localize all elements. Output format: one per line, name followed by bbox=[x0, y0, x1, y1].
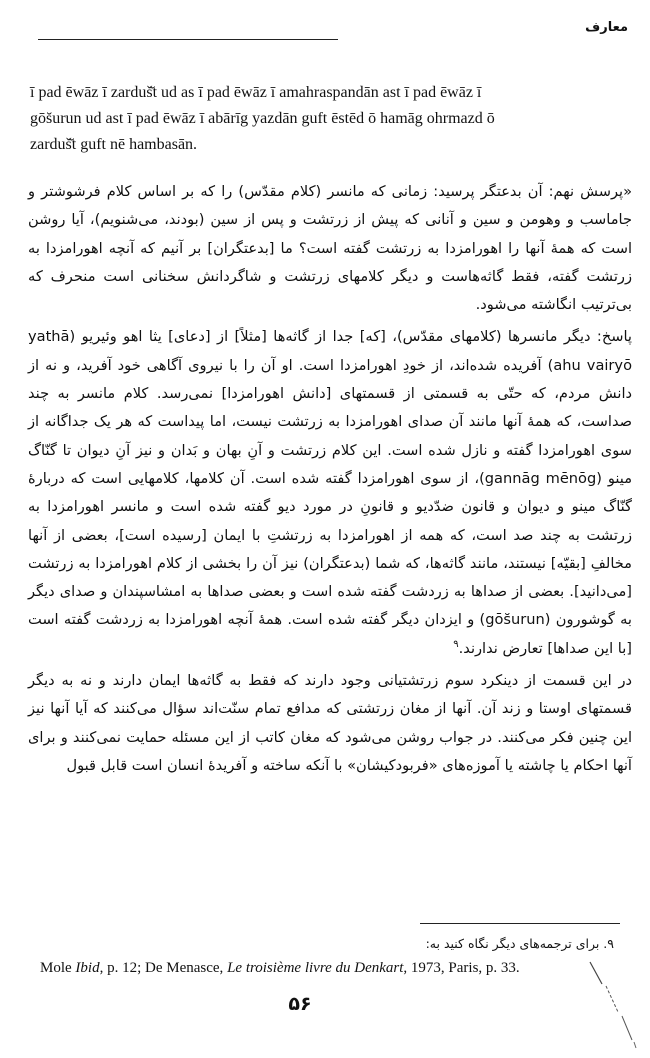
ref-suffix: , 1973, Paris, p. 33. bbox=[403, 960, 520, 976]
paragraph-question: «پرسش نهم: آن بدعتگر پرسید: زمانی که مانسر (کلام مقدّس) را که بر اساس کلام فرشوشتر و جاماسب و وهومن و سین و آنانی که پیش از زرتشت و پس از سین (بودند، می‌شنویم)، آیا روشن است که همهٔ آنها را اهورامزدا به زرتشت گفته است؟ ما [بدعتگران] بر آنیم که آنچه اهورامزدا به زرتشت گفته، فقط گاثه‌هاست و دیگر کلامهای زرتشت و شاگردانش سخنانی است منحرف که بی‌ترتیب انگاشته می‌شود. bbox=[28, 183, 632, 314]
header-rule bbox=[38, 39, 338, 40]
ref-title: Le troisième livre du Denkart bbox=[227, 960, 404, 976]
footnote-intro: ۹. برای ترجمه‌های دیگر نگاه کنید به: bbox=[425, 936, 614, 951]
transliteration-line: ī pad ēwāz ī zarduš̆t ud as ī pad ēwāz ī amahraspandān ast ī pad ēwāz ī bbox=[30, 84, 482, 101]
page-number: ۵۶ bbox=[288, 993, 312, 1015]
ref-mid: , p. 12; De Menasce, bbox=[99, 960, 228, 976]
persian-body bbox=[28, 178, 632, 784]
answer-text: پاسخ: دیگر مانسرها (کلامهای مقدّس)، [که] جدا از گاثه‌ها [مثلاً] از [دعای] یثا اهو وئیریو (yathā ahu vairyō) آفریده شده‌اند، از خودِ اهورامزدا است. او آن را با نیروی آگاهی خود آفرید، و نه از دانش مردم، که حتّی به قسمتی از قسمتهای [دانش اهورامزدا] نمی‌رسد. کلام مانسر به چند صداست، که همهٔ آنها مانند آن صدای اهورامزدا به زرتشت نیست، اما پیداست که هر یک جداگانه از سوی اهورامزدا گفته و نازل شده است. این کلام زرتشت و آنِ بهان و بَدان و نیز آنِ دیوان تا گنّاگ مینو (gannāg mēnōg)، از سوی اهورامزدا گفته شده است. آن کلامها، کلامهایی است که دربارهٔ گنّاگ مینو و دیوان و قانون ضدّدیو و قانونِ در مورد دیو گفته شده است و مانسر اهورامزدا به زرتشت به چند صد است، که همه از اهورامزدا به زرتشتِ با ایمان [رسیده است]، بعضی از آنها مخالفِ [بقیّه] نیستند، مانند گاثه‌ها، که شما (بدعتگران) نیز آن را بخشی از کلام اهورامزدا به زرتشت [می‌دانید]. بعضی از صداها به زردشت گفته شده است و بعضی صداها به امشاسپندان و صدای دیگر به گوشورون (gōs̆urun) و ایزدان دیگر گفته شده است. همهٔ آنچه اهورامزدا به زردشت گفته است [با این صداها] تعارض ندارند. bbox=[28, 328, 633, 657]
footnote-rule bbox=[420, 923, 620, 924]
ref-ibid: Ibid bbox=[75, 960, 100, 976]
footnote-marker: ۹ bbox=[453, 638, 459, 650]
transliteration-line: zarduš̆t guft nē hambasān. bbox=[30, 136, 198, 153]
transliteration-block bbox=[30, 80, 630, 158]
running-title: معارف bbox=[585, 20, 628, 35]
transliteration-line: gōs̆urun ud ast ī pad ēwāz ī abārīg yazdān guft ēstēd ō hamāg ohrmazd ō bbox=[30, 110, 495, 127]
paragraph-answer bbox=[28, 323, 632, 663]
footnote-reference bbox=[40, 960, 620, 977]
margin-pencil-marks bbox=[588, 960, 640, 1050]
paragraph-commentary: در این قسمت از دینکرد سوم زرتشتیانی وجود دارند که فقط به گاثه‌ها ایمان دارند و نه به دیگر قسمتهای اوستا و زند آن. آنها از مغان زرتشتی که مدافع تمام سنّت‌اند سؤال می‌کنند که آیا آنها نیز این چنین فکر می‌کنند. در جواب روشن می‌شود که مغان کاتب از این مسئله حمایت نمی‌کنند و برای آنها احکام یا چاشته یا آموزه‌های «فربودکیشان» با آنکه ساخته و آفریدهٔ انسان است قابل قبول bbox=[28, 672, 632, 774]
ref-prefix: Mole bbox=[40, 960, 76, 976]
